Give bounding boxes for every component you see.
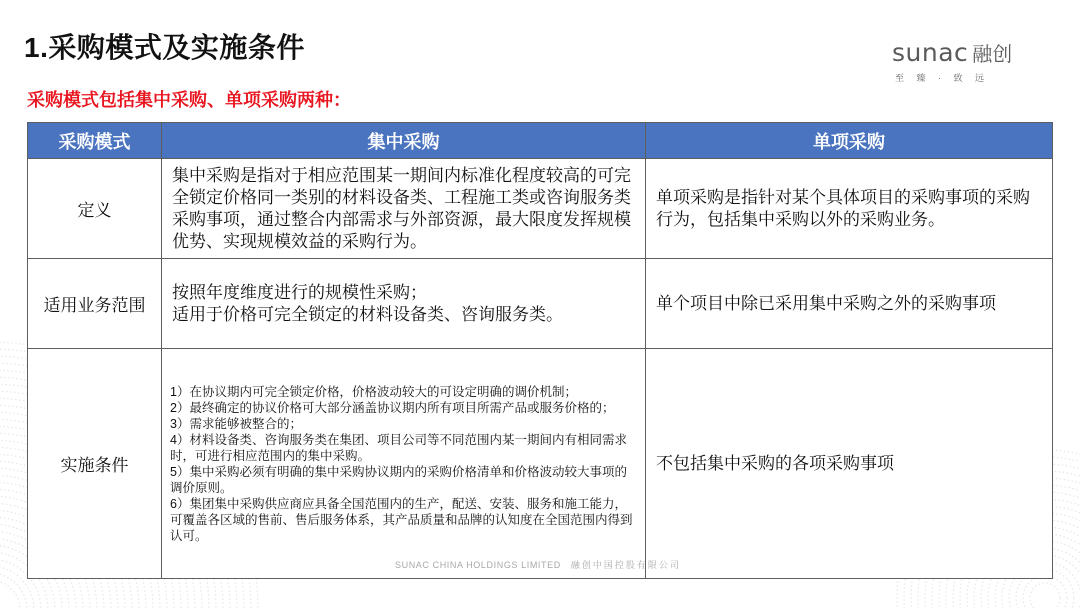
footer-company-en: SUNAC CHINA HOLDINGS LIMITED: [395, 560, 561, 570]
row-label-definition: 定义: [28, 159, 162, 259]
cell-single-scope: 单个项目中除已采用集中采购之外的采购事项: [646, 259, 1053, 349]
condition-item: 6）集团集中采购供应商应具备全国范围内的生产，配送、安装、服务和施工能力，可覆盖各区域的售前、售后服务体系，其产品质量和品牌的认知度在全国范围内得到认可。: [170, 496, 633, 543]
cell-single-conditions: 不包括集中采购的各项采购事项: [646, 349, 1053, 579]
sunac-logo: [892, 38, 1042, 84]
decorative-ring: [1023, 576, 1067, 608]
decorative-ring: [0, 580, 20, 608]
condition-item: 1）在协议期内可完全锁定价格，价格波动较大的可设定明确的调价机制；: [170, 384, 577, 399]
decorative-ring: [1030, 583, 1060, 608]
condition-item: 2）最终确定的协议价格可大部分涵盖协议期内所有项目所需产品或服务价格的；: [170, 400, 615, 415]
logo-tagline: 至 臻 · 致 远: [895, 73, 989, 83]
cell-centralized-definition: 集中采购是指对于相应范围某一期间内标准化程度较高的可完全锁定价格同一类别的材料设备类、工程施工类或咨询服务类采购事项，通过整合内部需求与外部资源，最大限度发挥规模优势、实现规模效益的采购行为。: [162, 159, 646, 259]
scope-line: 按照年度维度进行的规模性采购；: [172, 282, 427, 302]
condition-item: 4）材料设备类、咨询服务类在集团、项目公司等不同范围内某一期间内有相同需求时，可进行相应范围内的集中采购。: [170, 432, 627, 463]
logo-brand-cn: 融创: [972, 44, 1013, 66]
cell-single-definition: 单项采购是指针对某个具体项目的采购事项的采购行为，包括集中采购以外的采购业务。: [646, 159, 1053, 259]
table-row: [28, 349, 1053, 579]
header-centralized: 集中采购: [162, 123, 646, 159]
header-single: 单项采购: [646, 123, 1053, 159]
table-header-row: [28, 123, 1053, 159]
decorative-ring: [0, 573, 27, 608]
slide-footer: [395, 558, 681, 571]
slide-title: 1.采购模式及实施条件: [24, 32, 305, 63]
table-row: [28, 259, 1053, 349]
cell-centralized-scope: [162, 259, 646, 349]
header-procurement-mode: 采购模式: [28, 123, 162, 159]
condition-item: 3）需求能够被整合的；: [170, 416, 302, 431]
condition-item: 5）集中采购必须有明确的集中采购协议期内的采购价格清单和价格波动较大事项的调价原则。: [170, 464, 627, 495]
row-label-conditions: 实施条件: [28, 349, 162, 579]
slide-subtitle: 采购模式包括集中采购、单项采购两种：: [27, 90, 351, 110]
logo-brand-text: sunac: [892, 38, 969, 67]
footer-company-cn: 融创中国控股有限公司: [570, 560, 681, 570]
scope-line: 适用于价格可完全锁定的材料设备类、咨询服务类。: [172, 304, 563, 324]
table-row: [28, 159, 1053, 259]
row-label-scope: 适用业务范围: [28, 259, 162, 349]
procurement-mode-table: [27, 122, 1053, 579]
cell-centralized-conditions: [162, 349, 646, 579]
